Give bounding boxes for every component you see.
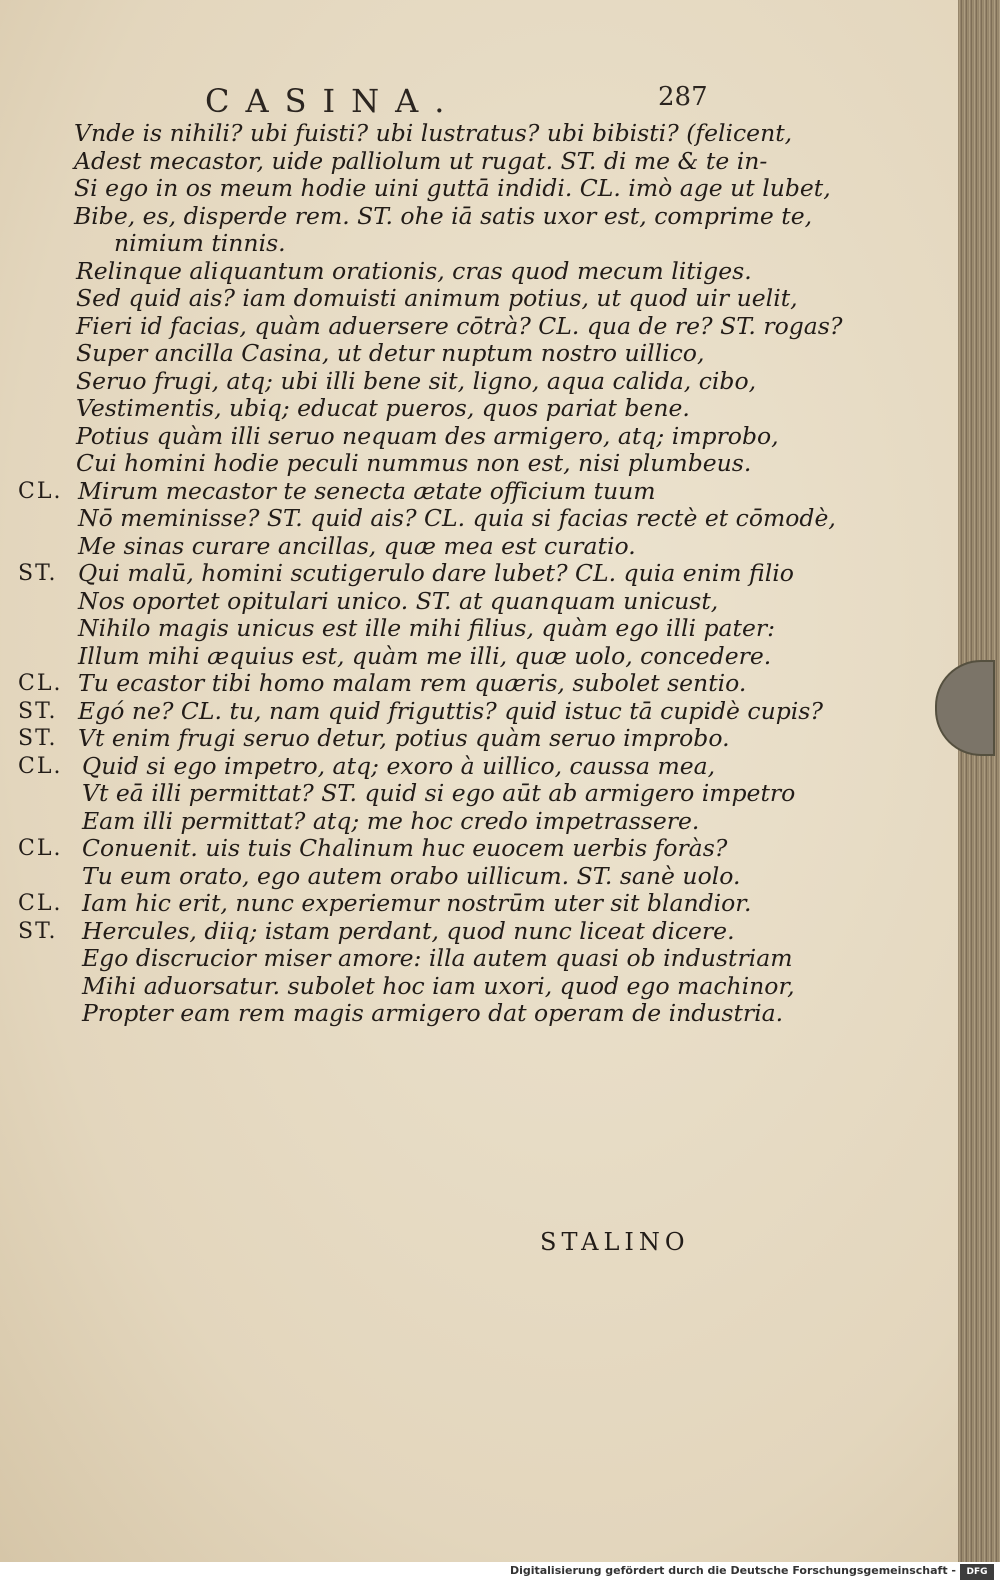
text-line [0, 368, 958, 396]
text-line [0, 808, 958, 836]
line-text: Vnde is nihili? ubi fuisti? ubi lustratus? ubi bibisti? (felicent, [74, 119, 793, 147]
footer-credit: Digitalisierung gefördert durch die Deutsche Forschungsgemeinschaft - [509, 1564, 956, 1577]
speaker-label: CL. [18, 478, 63, 504]
speaker-label: CL. [18, 836, 63, 861]
line-text: Vestimentis, ubiq; educat pueros, quos pariat bene. [76, 394, 690, 422]
text-line [0, 120, 958, 148]
text-line [0, 258, 958, 286]
line-text: Conuenit. uis tuis Chalinum huc euocem uerbis foràs? [82, 834, 728, 862]
line-text: Illum mihi æquius est, quàm me illi, quæ uolo, concedere. [78, 641, 772, 670]
text-line [0, 780, 958, 808]
speaker-label: ST. [18, 561, 58, 586]
text-line [0, 670, 958, 698]
line-text: Vt enim frugi seruo detur, potius quàm seruo improbo. [78, 724, 730, 752]
text-line [0, 478, 958, 506]
speaker-label: CL. [18, 891, 63, 916]
text-line [0, 890, 958, 918]
catchword: STALINO [540, 1228, 690, 1256]
line-text: Adest mecastor, uide palliolum ut rugat. ST. di me & te in- [74, 146, 768, 175]
text-line [0, 175, 958, 203]
text-line [0, 588, 958, 616]
page-edges [958, 0, 1000, 1562]
line-text: Potius quàm illi seruo nequam des armigero, atq; improbo, [76, 421, 779, 450]
text-line [0, 285, 958, 313]
text-line [0, 313, 958, 341]
line-text: Me sinas curare ancillas, quæ mea est curatio. [78, 531, 636, 560]
line-text: Seruo frugi, atq; ubi illi bene sit, ligno, aqua calida, cibo, [76, 366, 757, 395]
text-line [0, 340, 958, 368]
line-text: Mirum mecastor te senecta ætate officium tuum [78, 476, 656, 505]
text-line [0, 863, 958, 891]
line-text: Si ego in os meum hodie uini guttā indidi. CL. imò age ut lubet, [74, 174, 831, 202]
line-text: Fieri id facias, quàm aduersere cōtrà? CL. qua de re? ST. rogas? [76, 311, 843, 340]
line-text: Ego discrucior miser amore: illa autem quasi ob industriam [82, 944, 793, 972]
line-text: Cui homini hodie peculi nummus non est, nisi plumbeus. [76, 449, 752, 477]
line-text: Bibe, es, disperde rem. ST. ohe iā satis uxor est, comprime te, [74, 201, 813, 230]
text-line [0, 505, 958, 533]
line-text: Iam hic erit, nunc experiemur nostrūm uter sit blandior. [82, 889, 752, 917]
line-text: Nihilo magis unicus est ille mihi filius, quàm ego illi pater: [78, 614, 776, 642]
line-text: Hercules, diiq; istam perdant, quod nunc liceat dicere. [82, 916, 735, 945]
line-text: nimium tinnis. [114, 229, 286, 257]
line-text: Super ancilla Casina, ut detur nuptum nostro uillico, [76, 339, 705, 367]
text-line [0, 835, 958, 863]
text-line [0, 945, 958, 973]
line-text: Relinque aliquantum orationis, cras quod mecum litiges. [76, 256, 752, 285]
text-line [0, 450, 958, 478]
line-text: Tu eum orato, ego autem orabo uillicum. ST. sanè uolo. [82, 861, 741, 890]
text-line [0, 395, 958, 423]
speaker-label: ST. [18, 698, 58, 724]
line-text: Eam illi permittat? atq; me hoc credo impetrassere. [82, 806, 700, 835]
dfg-logo: DFG [960, 1564, 994, 1580]
line-text: Propter eam rem magis armigero dat operam de industria. [82, 999, 784, 1027]
text-line [0, 643, 958, 671]
page-number: 287 [658, 82, 708, 112]
text-line [0, 148, 958, 176]
text-line [0, 230, 958, 258]
speaker-label: ST. [18, 726, 58, 751]
text-line [0, 1000, 958, 1028]
line-text: Mihi aduorsatur. subolet hoc iam uxori, quod ego machinor, [82, 971, 795, 1000]
footer-bar [0, 1562, 1000, 1583]
text-line [0, 698, 958, 726]
text-line [0, 725, 958, 753]
speaker-label: CL. [18, 671, 63, 696]
line-text: Quid si ego impetro, atq; exoro à uillico, caussa mea, [82, 751, 716, 780]
verse-text [0, 120, 958, 1028]
speaker-label: ST. [18, 918, 58, 944]
text-line [0, 615, 958, 643]
text-line [0, 918, 958, 946]
text-line [0, 423, 958, 451]
text-line [0, 973, 958, 1001]
line-text: Egó ne? CL. tu, nam quid friguttis? quid istuc tā cupidè cupis? [78, 696, 823, 725]
text-line [0, 203, 958, 231]
speaker-label: CL. [18, 753, 63, 779]
line-text: Nos oportet opitulari unico. ST. at quanquam unicust, [78, 586, 719, 615]
line-text: Tu ecastor tibi homo malam rem quæris, subolet sentio. [78, 669, 747, 697]
running-title: CASINA. [205, 82, 461, 120]
line-text: Nō meminisse? ST. quid ais? CL. quia si facias rectè et cōmodè, [78, 504, 836, 532]
text-line [0, 560, 958, 588]
line-text: Qui malū, homini scutigerulo dare lubet? CL. quia enim filio [78, 559, 794, 587]
text-line [0, 753, 958, 781]
text-line [0, 533, 958, 561]
line-text: Vt eā illi permittat? ST. quid si ego aūt ab armigero impetro [82, 779, 796, 807]
line-text: Sed quid ais? iam domuisti animum potius, ut quod uir uelit, [76, 284, 798, 312]
